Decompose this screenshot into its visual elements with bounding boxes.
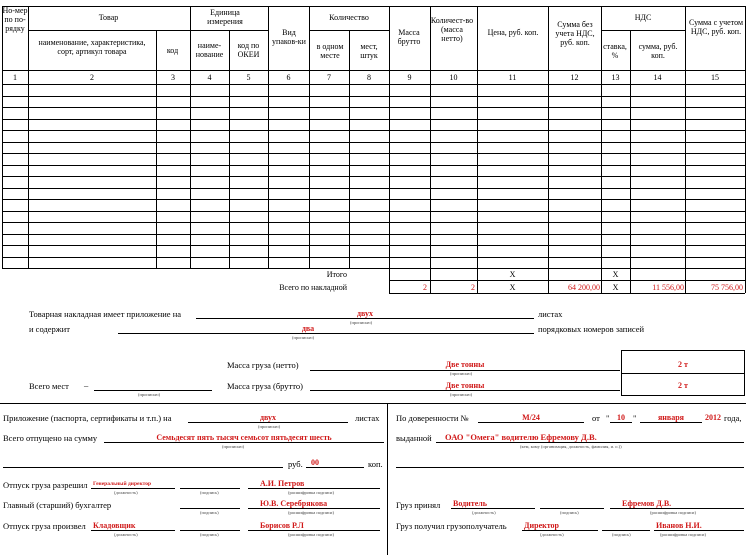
- proxy-day-line: [610, 422, 632, 423]
- header-qty-netto: Количест-во (масса нетто): [430, 16, 474, 43]
- mass-netto-sub: (прописью): [450, 371, 473, 376]
- header-vat-sum: сумма, руб. коп.: [638, 42, 678, 60]
- total-sum-no-vat: 64 200,00: [568, 283, 600, 292]
- column-number: 9: [407, 73, 412, 82]
- header-price: Цена, руб. коп.: [487, 28, 539, 37]
- table-row-line: [2, 234, 745, 235]
- table-row-line: [2, 153, 745, 154]
- mass-netto-box: 2 т: [678, 360, 688, 369]
- accepted-sub-decode: (расшифровка подписи): [650, 510, 696, 515]
- table-col-line: [548, 6, 549, 269]
- header-bottom: [2, 70, 745, 71]
- made-sub-decode: (расшифровка подписи): [288, 532, 334, 537]
- issued-sub: (кем, кому (организация, должность, фамилия, и. о.)): [520, 444, 622, 449]
- column-number: 4: [207, 73, 212, 82]
- made-position: Кладовщик: [93, 521, 136, 530]
- header-unit-name: наиме-нование: [195, 41, 224, 59]
- kop-label: коп.: [368, 459, 383, 469]
- mass-brutto-box: 2 т: [678, 381, 688, 390]
- table-row-line: [2, 176, 745, 177]
- table-row-line: [2, 245, 745, 246]
- received-position: Директор: [524, 521, 559, 530]
- attach-suffix: листах: [355, 413, 380, 423]
- total-row-line: [389, 280, 745, 281]
- table-row-line: [2, 119, 745, 120]
- total-itogo-label: Итого: [326, 270, 347, 279]
- allowed-sub-signature: (подпись): [200, 490, 219, 495]
- accepted-name-line: [610, 508, 744, 509]
- received-name: Иванов Н.И.: [656, 521, 702, 530]
- column-divider: [387, 404, 388, 555]
- header-unit-code: код по ОКЕИ: [237, 41, 260, 59]
- accountant-name: Ю.В. Серебрякова: [260, 499, 328, 508]
- records-suffix: порядковых номеров записей: [538, 324, 645, 334]
- proxy-month: января: [657, 413, 685, 422]
- released-line-2: [3, 467, 283, 468]
- records-sub: (прописью): [292, 335, 315, 340]
- proxy-number: М/24: [522, 413, 540, 422]
- accepted-sub-position: (должность): [472, 510, 496, 515]
- proxy-quote-open: ": [606, 413, 610, 423]
- appendix-suffix: листах: [538, 309, 563, 319]
- appendix-value: двух: [356, 309, 374, 318]
- table-row-line: [2, 199, 745, 200]
- accountant-name-line: [248, 508, 380, 509]
- header-vat-group: НДС: [634, 13, 652, 22]
- header-goods-group: Товар: [98, 13, 119, 22]
- attach-sub: (прописью): [258, 424, 281, 429]
- column-number: 6: [286, 73, 291, 82]
- total-row-bottom: [389, 293, 745, 294]
- received-position-line: [522, 530, 598, 531]
- table-row-line: [2, 222, 745, 223]
- column-number: 3: [171, 73, 175, 82]
- column-number: 12: [570, 73, 579, 82]
- proxy-year: 2012: [705, 413, 721, 422]
- total-vat-rate-x: X: [612, 283, 619, 292]
- mass-brutto-line: [310, 390, 620, 391]
- table-row-line: [2, 188, 745, 189]
- column-number: 7: [327, 73, 331, 82]
- total-sum-with-vat: 75 756,00: [711, 283, 743, 292]
- kop-value: 00: [311, 458, 319, 467]
- header-qty-per-place: в одном месте: [316, 42, 344, 60]
- total-mass-brutto: 2: [423, 283, 427, 292]
- table-col-line: [2, 6, 3, 269]
- proxy-label: По доверенности №: [396, 413, 469, 423]
- column-number: 13: [611, 73, 620, 82]
- header-sum-with-vat: Сумма с учетом НДС, руб. коп.: [688, 18, 744, 36]
- places-value: –: [84, 380, 89, 390]
- allowed-name-line: [248, 488, 380, 489]
- column-number: 5: [246, 73, 251, 82]
- accepted-position-line: [451, 508, 535, 509]
- proxy-from-label: от: [592, 413, 600, 423]
- table-col-line: [156, 30, 157, 269]
- table-col-line: [349, 30, 350, 269]
- column-number: 1: [13, 73, 17, 82]
- allowed-sub-decode: (расшифровка подписи): [288, 490, 334, 495]
- issued-line: [436, 442, 744, 443]
- made-signature-line: [180, 530, 240, 531]
- header-goods-name: наименование, характеристика, сорт, артикул товара: [38, 38, 146, 56]
- total-price-x: X: [509, 283, 516, 292]
- total-vat-sum: 11 556,00: [652, 283, 684, 292]
- proxy-year-suffix: года,: [724, 413, 742, 423]
- column-number: 14: [653, 73, 662, 82]
- numbers-bottom: [2, 84, 745, 85]
- mass-brutto-value: Две тонны: [445, 381, 485, 390]
- table-col-line: [630, 30, 631, 269]
- column-number: 8: [367, 73, 371, 82]
- made-name: Борисов Р.Л: [260, 521, 304, 530]
- table-col-line: [389, 6, 390, 269]
- header-qty-group: Количество: [329, 13, 369, 22]
- attach-value: двух: [259, 413, 277, 422]
- header-mass-brutto: Масса брутто: [397, 28, 421, 46]
- header-subline: [28, 30, 190, 31]
- allowed-label: Отпуск груза разрешил: [3, 480, 88, 490]
- allowed-position-line: [91, 488, 175, 489]
- table-col-line: [309, 6, 310, 269]
- appendix-line: [196, 318, 534, 319]
- mass-netto-value: Две тонны: [445, 360, 485, 369]
- accepted-signature-line: [540, 508, 604, 509]
- header-unit-group: Единица измерения: [207, 8, 243, 26]
- proxy-quote-close: ": [633, 413, 637, 423]
- kop-line: [306, 467, 364, 468]
- table-col-line: [430, 6, 431, 269]
- column-number: 10: [449, 73, 458, 82]
- issued-line-2: [396, 467, 744, 468]
- records-line: [118, 333, 534, 334]
- made-position-line: [91, 530, 175, 531]
- accountant-label: Главный (старший) бухгалтер: [3, 500, 112, 510]
- places-sub: (прописью): [138, 392, 161, 397]
- received-sub-position: (должность): [540, 532, 564, 537]
- issued-label: выданной: [396, 433, 432, 443]
- column-number: 15: [711, 73, 719, 82]
- allowed-position: Генеральный директор: [93, 481, 152, 487]
- accountant-sub-signature: (подпись): [200, 510, 219, 515]
- places-label: Всего мест: [29, 381, 69, 391]
- mass-brutto-label: Масса груза (брутто): [227, 381, 303, 391]
- released-line: [104, 442, 384, 443]
- table-row-line: [2, 142, 745, 143]
- total-vsego-label: Всего по накладной: [279, 283, 347, 292]
- accepted-sub-signature: (подпись): [560, 510, 579, 515]
- received-sub-decode: (расшифровка подписи): [660, 532, 706, 537]
- issued-value: ОАО "Омега" водителю Ефремову Д.В.: [445, 432, 597, 442]
- header-package: Вид упаков-ки: [272, 28, 306, 46]
- accepted-position: Водитель: [453, 499, 487, 508]
- table-col-line: [28, 6, 29, 269]
- itogo-vat-rate-x: X: [612, 270, 619, 279]
- table-col-line: [477, 6, 478, 269]
- allowed-signature-line: [180, 488, 240, 489]
- table-row-line: [2, 268, 745, 269]
- mass-brutto-sub: (прописью): [450, 392, 473, 397]
- table-row-line: [2, 211, 745, 212]
- header-vat-rate: ставка, %: [603, 42, 627, 60]
- proxy-month-line: [640, 422, 702, 423]
- appendix-label: Товарная накладная имеет приложение на: [29, 309, 182, 319]
- header-subline: [601, 30, 685, 31]
- made-label: Отпуск груза произвел: [3, 521, 86, 531]
- total-mass-netto: 2: [471, 283, 475, 292]
- attach-line: [188, 422, 348, 423]
- header-row-number: Но-мер по по-рядку: [2, 6, 28, 33]
- records-value: два: [301, 324, 315, 333]
- places-line: [94, 390, 212, 391]
- made-name-line: [248, 530, 380, 531]
- allowed-sub-position: (должность): [114, 490, 138, 495]
- released-sub: (прописью): [222, 444, 245, 449]
- table-row-line: [2, 130, 745, 131]
- table-row-line: [2, 107, 745, 108]
- total-col-line: [430, 268, 431, 293]
- received-sub-signature: (подпись): [612, 532, 631, 537]
- table-row-line: [2, 257, 745, 258]
- accountant-sub-decode: (расшифровка подписи): [288, 510, 334, 515]
- section-divider: [0, 403, 746, 404]
- table-col-line: [685, 6, 686, 269]
- allowed-name: А.И. Петров: [260, 479, 305, 488]
- column-number: 11: [508, 73, 517, 82]
- made-sub-position: (должность): [114, 532, 138, 537]
- received-name-line: [654, 530, 744, 531]
- records-label: и содержит: [29, 324, 70, 334]
- accountant-signature-line: [180, 508, 240, 509]
- received-label: Груз получил грузополучатель: [396, 521, 507, 531]
- proxy-day: 10: [617, 413, 625, 422]
- table-col-line: [229, 30, 230, 269]
- accepted-name: Ефремов Д.В.: [622, 499, 672, 508]
- appendix-sub: (прописью): [350, 320, 373, 325]
- table-row-line: [2, 165, 745, 166]
- mass-netto-label: Масса груза (нетто): [227, 360, 299, 370]
- rub-label: руб.: [288, 459, 303, 469]
- header-qty-places: мест, штук: [360, 42, 378, 60]
- released-value: Семьдесят пять тысяч семьсот пятьдесят шесть: [156, 433, 332, 442]
- made-sub-signature: (подпись): [200, 532, 219, 537]
- column-number: 2: [90, 73, 94, 82]
- table-border-top: [2, 6, 745, 7]
- table-row-line: [2, 96, 745, 97]
- proxy-number-line: [478, 422, 584, 423]
- mass-box-divider: [621, 373, 745, 374]
- header-goods-code: код: [166, 46, 179, 55]
- accepted-label: Груз принял: [396, 500, 441, 510]
- itogo-price-x: X: [509, 270, 516, 279]
- released-label: Всего отпущено на сумму: [3, 433, 98, 443]
- received-signature-line: [602, 530, 650, 531]
- attach-label: Приложение (паспорта, сертификаты и т.п.) на: [3, 413, 172, 423]
- header-sum-no-vat: Сумма без учета НДС, руб. коп.: [555, 20, 595, 47]
